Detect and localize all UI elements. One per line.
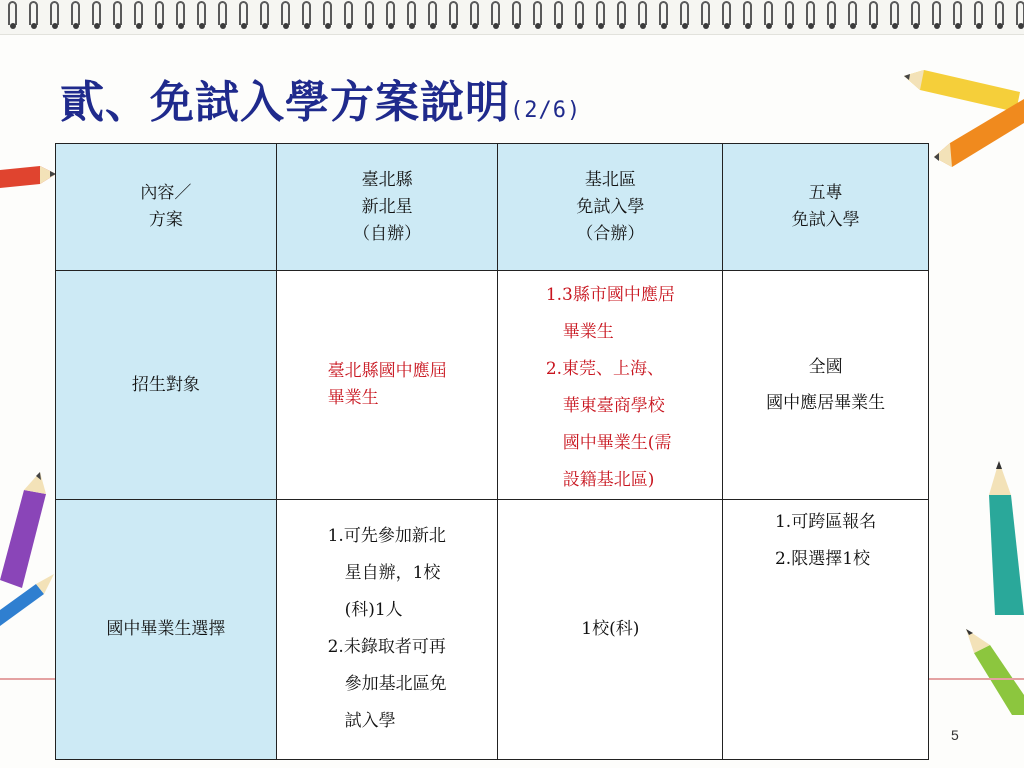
binding-ring-icon: [386, 1, 395, 25]
binding-ring-icon: [491, 1, 500, 25]
header-col1-text: 臺北縣 新北星 （自辦）: [353, 169, 422, 244]
binding-ring-icon: [638, 1, 647, 25]
binding-ring-icon: [92, 1, 101, 25]
row2-col3-cell: [723, 500, 929, 760]
binding-hole-icon: [976, 23, 982, 29]
pencil-teal-icon: [975, 455, 1024, 615]
binding-hole-icon: [787, 23, 793, 29]
binding-hole-icon: [430, 23, 436, 29]
binding-hole-icon: [640, 23, 646, 29]
binding-hole-icon: [178, 23, 184, 29]
binding-ring-icon: [281, 1, 290, 25]
binding-ring-icon: [29, 1, 38, 25]
binding-hole-icon: [745, 23, 751, 29]
binding-ring-icon: [302, 1, 311, 25]
table-row-target: [56, 271, 929, 500]
binding-hole-icon: [661, 23, 667, 29]
binding-hole-icon: [619, 23, 625, 29]
binding-hole-icon: [388, 23, 394, 29]
binding-hole-icon: [682, 23, 688, 29]
binding-ring-icon: [155, 1, 164, 25]
binding-hole-icon: [1018, 23, 1024, 29]
binding-ring-icon: [365, 1, 374, 25]
binding-ring-icon: [764, 1, 773, 25]
header-col3-text: 五專 免試入學: [791, 183, 860, 230]
title-page-suffix: (2/6): [510, 98, 582, 123]
binding-ring-icon: [806, 1, 815, 25]
binding-ring-icon: [995, 1, 1004, 25]
binding-hole-icon: [115, 23, 121, 29]
binding-hole-icon: [493, 23, 499, 29]
header-corner-cell: [56, 144, 277, 271]
binding-hole-icon: [724, 23, 730, 29]
binding-ring-icon: [722, 1, 731, 25]
pencil-blue-icon: [0, 570, 56, 630]
binding-ring-icon: [260, 1, 269, 25]
row2-col1-text: 1.可先參加新北 星自辦，1校 (科)1人 2.未錄取者可再 參加基北區免 試入學: [327, 526, 447, 731]
row1-col2-cell: [498, 271, 723, 500]
table-row-choice: [56, 500, 929, 760]
header-col3-cell: [723, 144, 929, 271]
binding-hole-icon: [241, 23, 247, 29]
binding-ring-icon: [344, 1, 353, 25]
row1-label-cell: [56, 271, 277, 500]
binding-ring-icon: [743, 1, 752, 25]
row2-label: 國中畢業生選擇: [106, 619, 226, 639]
binding-hole-icon: [199, 23, 205, 29]
binding-hole-icon: [997, 23, 1003, 29]
binding-ring-icon: [71, 1, 80, 25]
binding-ring-icon: [617, 1, 626, 25]
binding-hole-icon: [451, 23, 457, 29]
pencil-red-icon: [0, 160, 60, 200]
binding-hole-icon: [913, 23, 919, 29]
binding-hole-icon: [808, 23, 814, 29]
binding-hole-icon: [472, 23, 478, 29]
binding-hole-icon: [73, 23, 79, 29]
binding-ring-icon: [680, 1, 689, 25]
binding-ring-icon: [50, 1, 59, 25]
row2-label-cell: [56, 500, 277, 760]
header-col2-text: 基北區 免試入學 （合辦）: [576, 169, 645, 244]
binding-hole-icon: [31, 23, 37, 29]
binding-hole-icon: [136, 23, 142, 29]
binding-ring-icon: [323, 1, 332, 25]
binding-hole-icon: [703, 23, 709, 29]
binding-hole-icon: [892, 23, 898, 29]
binding-hole-icon: [577, 23, 583, 29]
binding-hole-icon: [325, 23, 331, 29]
binding-hole-icon: [346, 23, 352, 29]
binding-ring-icon: [953, 1, 962, 25]
binding-hole-icon: [367, 23, 373, 29]
header-corner-text: 內容／ 方案: [140, 183, 192, 230]
binding-ring-icon: [8, 1, 17, 25]
binding-ring-icon: [890, 1, 899, 25]
binding-ring-icon: [239, 1, 248, 25]
page-number: 5: [951, 727, 959, 743]
binding-ring-icon: [974, 1, 983, 25]
binding-ring-icon: [449, 1, 458, 25]
binding-ring-icon: [407, 1, 416, 25]
binding-hole-icon: [598, 23, 604, 29]
spiral-binding: [0, 0, 1024, 35]
binding-hole-icon: [535, 23, 541, 29]
pencil-orange-icon: [930, 95, 1024, 185]
row1-col3-text: 全國 國中應居畢業生: [766, 357, 886, 413]
title-text: 貳、免試入學方案說明: [60, 77, 510, 128]
row1-label: 招生對象: [131, 374, 200, 395]
binding-hole-icon: [304, 23, 310, 29]
row2-col1-cell: [276, 500, 498, 760]
binding-ring-icon: [533, 1, 542, 25]
binding-hole-icon: [556, 23, 562, 29]
binding-ring-icon: [911, 1, 920, 25]
binding-ring-icon: [218, 1, 227, 25]
row1-col2-text: 1.3縣市國中應居 畢業生 2.東莞、上海、 華東臺商學校 國中畢業生(需 設籍基北區): [545, 285, 675, 490]
binding-hole-icon: [871, 23, 877, 29]
admission-plan-table: [55, 143, 929, 760]
binding-ring-icon: [827, 1, 836, 25]
binding-ring-icon: [554, 1, 563, 25]
binding-ring-icon: [659, 1, 668, 25]
binding-hole-icon: [934, 23, 940, 29]
binding-ring-icon: [1016, 1, 1024, 25]
binding-hole-icon: [409, 23, 415, 29]
binding-ring-icon: [785, 1, 794, 25]
binding-ring-icon: [134, 1, 143, 25]
binding-ring-icon: [113, 1, 122, 25]
binding-hole-icon: [10, 23, 16, 29]
binding-hole-icon: [514, 23, 520, 29]
binding-ring-icon: [575, 1, 584, 25]
binding-hole-icon: [766, 23, 772, 29]
binding-ring-icon: [197, 1, 206, 25]
binding-ring-icon: [470, 1, 479, 25]
binding-ring-icon: [596, 1, 605, 25]
binding-hole-icon: [283, 23, 289, 29]
binding-ring-icon: [869, 1, 878, 25]
header-col2-cell: [498, 144, 723, 271]
row1-col3-cell: [723, 271, 929, 500]
binding-ring-icon: [701, 1, 710, 25]
binding-ring-icon: [512, 1, 521, 25]
binding-hole-icon: [850, 23, 856, 29]
pencil-green-icon: [960, 625, 1024, 715]
row1-col1-text: 臺北縣國中應屆 畢業生: [327, 361, 447, 408]
table-header-row: [56, 144, 929, 271]
binding-hole-icon: [262, 23, 268, 29]
binding-hole-icon: [157, 23, 163, 29]
binding-hole-icon: [52, 23, 58, 29]
binding-hole-icon: [94, 23, 100, 29]
binding-ring-icon: [428, 1, 437, 25]
binding-ring-icon: [932, 1, 941, 25]
binding-ring-icon: [176, 1, 185, 25]
binding-hole-icon: [220, 23, 226, 29]
row2-col3-text: 1.可跨區報名 2.限選擇1校: [774, 512, 877, 569]
binding-ring-icon: [848, 1, 857, 25]
binding-hole-icon: [829, 23, 835, 29]
row2-col2-text: 1校(科): [581, 619, 640, 639]
binding-hole-icon: [955, 23, 961, 29]
header-col1-cell: [276, 144, 498, 271]
row2-col2-cell: [498, 500, 723, 760]
slide-title: [60, 66, 581, 130]
row1-col1-cell: [276, 271, 498, 500]
